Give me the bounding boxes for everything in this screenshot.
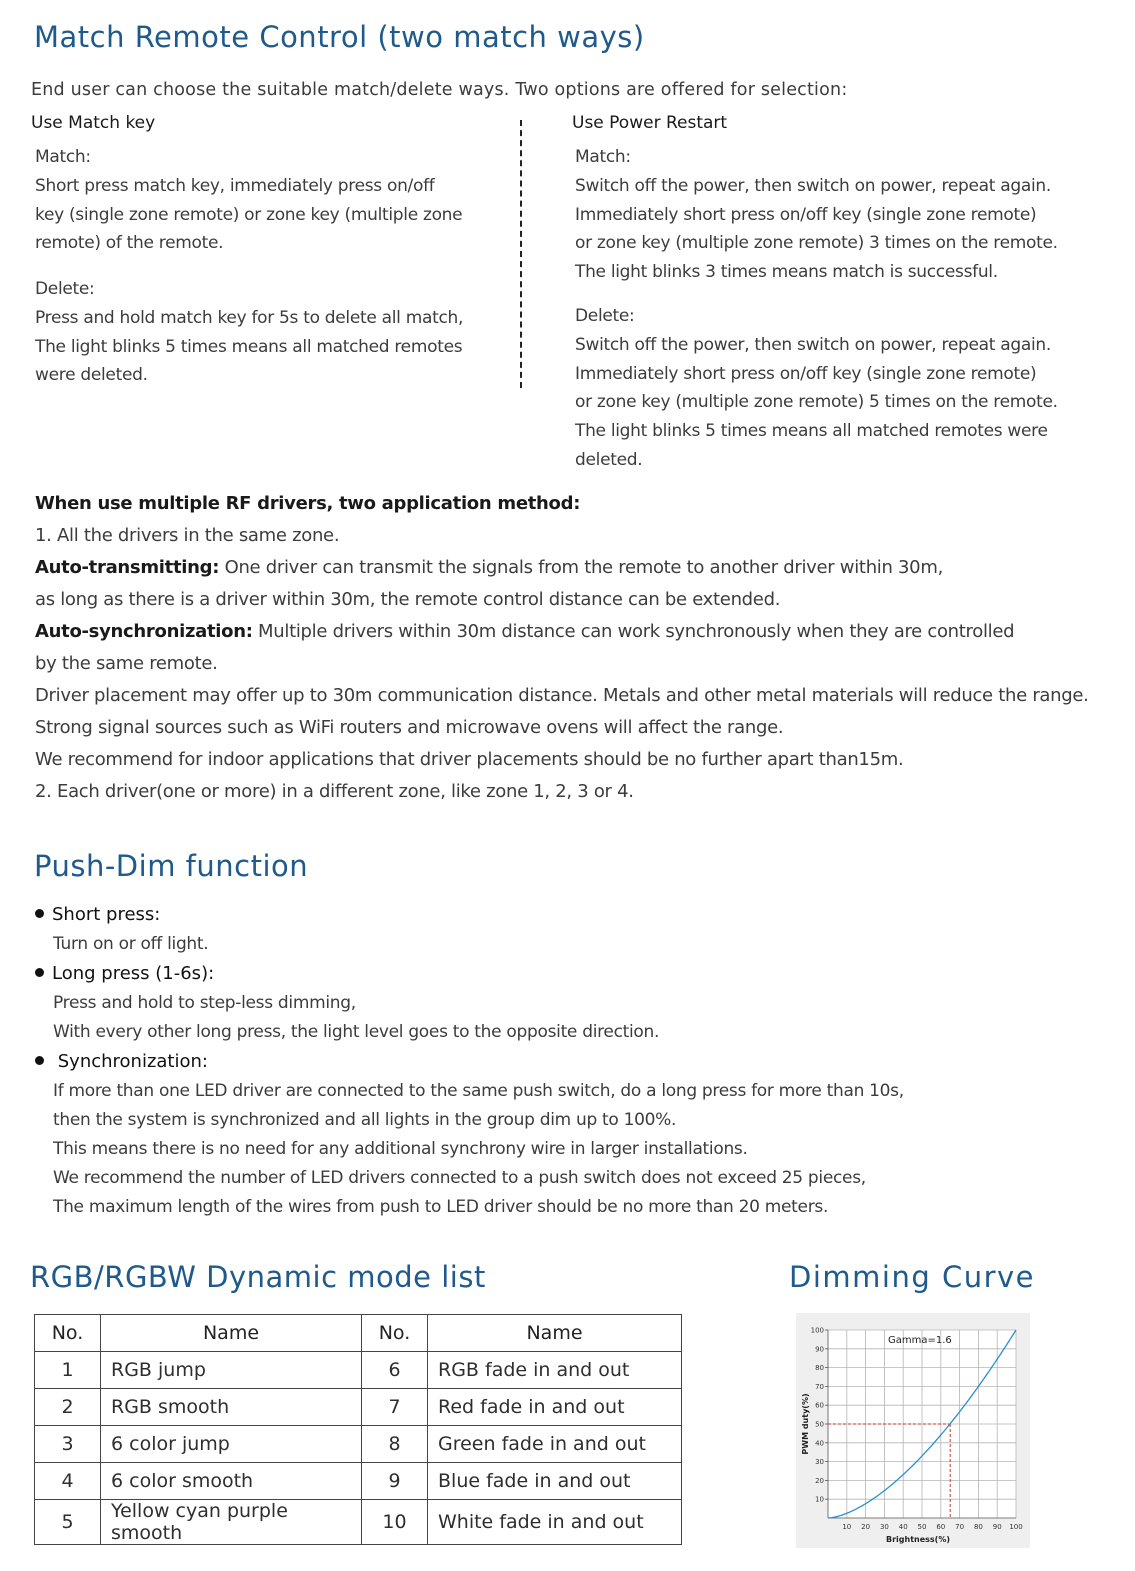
left-heading: Use Match key <box>31 113 156 133</box>
right-delete-line: or zone key (multiple zone remote) 5 times on the remote. <box>575 392 1058 413</box>
auto-sync-line <box>35 616 1089 648</box>
x-tick-label: 60 <box>936 1523 946 1531</box>
right-delete-label: Delete: <box>575 306 635 326</box>
table-row <box>35 1389 682 1426</box>
left-match-line: Short press match key, immediately press on/off <box>35 175 435 196</box>
bullet-icon <box>35 909 44 918</box>
left-match-line: remote) of the remote. <box>35 233 224 254</box>
column-divider <box>520 120 522 388</box>
mode-no: 9 <box>362 1463 428 1500</box>
mode-name: White fade in and out <box>428 1500 682 1545</box>
match-intro: End user can choose the suitable match/delete ways. Two options are offered for selection: <box>31 80 848 100</box>
pushdim-item-line: This means there is no need for any additional synchrony wire in larger installations. <box>53 1139 748 1159</box>
chart-title: Gamma=1.6 <box>888 1335 952 1346</box>
match-section-title: Match Remote Control (two match ways) <box>34 20 645 54</box>
x-tick-label: 20 <box>861 1523 871 1531</box>
y-tick-label: 70 <box>815 1382 824 1391</box>
x-tick-label: 50 <box>917 1523 927 1531</box>
pushdim-title: Push-Dim function <box>34 849 309 883</box>
y-tick-label: 20 <box>815 1476 824 1485</box>
right-delete-line: Immediately short press on/off key (single zone remote) <box>575 363 1037 384</box>
y-tick-label: 60 <box>815 1401 824 1410</box>
mode-name: RGB smooth <box>101 1389 362 1426</box>
right-delete-line: Switch off the power, then switch on power, repeat again. <box>575 334 1051 355</box>
auto-transmitting-line <box>35 552 1089 584</box>
x-axis-label: Brightness(%) <box>885 1535 951 1544</box>
pushdim-item-line: If more than one LED driver are connected to the same push switch, do a long press for more than 10s, <box>53 1081 904 1101</box>
right-match-block <box>575 143 1058 287</box>
mode-no: 3 <box>35 1426 101 1463</box>
pushdim-item-line: Turn on or off light. <box>53 934 209 954</box>
mode-no: 2 <box>35 1389 101 1426</box>
left-delete-line: The light blinks 5 times means all matched remotes <box>35 336 463 357</box>
left-match-label: Match: <box>35 147 91 167</box>
bullet-icon <box>35 1056 44 1065</box>
pushdim-item-line: The maximum length of the wires from push to LED driver should be no more than 20 meters. <box>53 1197 829 1217</box>
left-delete-line: Press and hold match key for 5s to delete all match, <box>35 307 464 328</box>
right-match-line: Switch off the power, then switch on power, repeat again. <box>575 175 1051 196</box>
mode-name: Blue fade in and out <box>428 1463 682 1500</box>
mode-no: 8 <box>362 1426 428 1463</box>
right-match-line: or zone key (multiple zone remote) 3 times on the remote. <box>575 233 1058 254</box>
rf-line: We recommend for indoor applications that driver placements should be no further apart than15m. <box>35 749 904 770</box>
right-delete-line: deleted. <box>575 449 643 470</box>
left-delete-line: were deleted. <box>35 365 148 386</box>
mode-no: 10 <box>362 1500 428 1545</box>
x-tick-label: 10 <box>842 1523 852 1531</box>
y-tick-label: 100 <box>810 1326 824 1335</box>
mode-name: Red fade in and out <box>428 1389 682 1426</box>
table-row <box>35 1426 682 1463</box>
right-heading: Use Power Restart <box>572 113 728 133</box>
right-delete-block <box>575 302 1058 475</box>
header-name: Name <box>428 1315 682 1352</box>
x-tick-label: 90 <box>992 1523 1002 1531</box>
table-row <box>35 1463 682 1500</box>
rf-heading: When use multiple RF drivers, two application method: <box>35 493 581 514</box>
left-match-line: key (single zone remote) or zone key (multiple zone <box>35 204 463 225</box>
pushdim-item-sync <box>35 1047 904 1077</box>
y-tick-label: 40 <box>815 1439 824 1448</box>
modes-header-row <box>35 1315 682 1352</box>
dimming-curve-chart <box>796 1313 1030 1548</box>
header-name: Name <box>101 1315 362 1352</box>
right-match-line: The light blinks 3 times means match is successful. <box>575 262 998 283</box>
rf-line: 2. Each driver(one or more) in a different zone, like zone 1, 2, 3 or 4. <box>35 781 634 802</box>
header-no: No. <box>362 1315 428 1352</box>
y-tick-label: 30 <box>815 1458 824 1467</box>
auto-sync-text: Multiple drivers within 30m distance can work synchronously when they are controlled <box>252 621 1015 642</box>
x-tick-label: 80 <box>973 1523 983 1531</box>
left-delete-block <box>35 275 463 390</box>
auto-transmitting-label: Auto-transmitting: <box>35 557 220 578</box>
rf-item-1: 1. All the drivers in the same zone. <box>35 525 340 546</box>
mode-name: RGB jump <box>101 1352 362 1389</box>
rf-section <box>35 488 1089 808</box>
y-tick-label: 50 <box>815 1420 824 1429</box>
left-delete-label: Delete: <box>35 279 95 299</box>
pushdim-item-line: We recommend the number of LED drivers connected to a push switch does not exceed 25 pieces, <box>53 1168 866 1188</box>
header-no: No. <box>35 1315 101 1352</box>
right-delete-line: The light blinks 5 times means all matched remotes were <box>575 421 1048 442</box>
left-match-block <box>35 143 462 258</box>
pushdim-item-line: then the system is synchronized and all lights in the group dim up to 100%. <box>53 1110 677 1130</box>
y-tick-label: 90 <box>815 1345 824 1354</box>
mode-name: Green fade in and out <box>428 1426 682 1463</box>
auto-sync-cont: by the same remote. <box>35 653 218 674</box>
mode-no: 6 <box>362 1352 428 1389</box>
mode-name: 6 color smooth <box>101 1463 362 1500</box>
y-tick-label: 80 <box>815 1364 824 1373</box>
pushdim-item-label: Short press: <box>52 904 161 925</box>
auto-sync-label: Auto-synchronization: <box>35 621 253 642</box>
modes-table <box>34 1314 682 1545</box>
pushdim-list <box>35 900 904 1222</box>
auto-transmitting-cont: as long as there is a driver within 30m, the remote control distance can be extended. <box>35 589 781 610</box>
bullet-icon <box>35 968 44 977</box>
mode-no: 5 <box>35 1500 101 1545</box>
right-match-label: Match: <box>575 147 631 167</box>
mode-no: 4 <box>35 1463 101 1500</box>
pushdim-item-long <box>35 959 904 989</box>
pushdim-item-short <box>35 900 904 930</box>
rf-line: Strong signal sources such as WiFi routers and microwave ovens will affect the range. <box>35 717 784 738</box>
right-match-line: Immediately short press on/off key (single zone remote) <box>575 204 1037 225</box>
pushdim-item-line: Press and hold to step-less dimming, <box>53 993 356 1013</box>
mode-name: Yellow cyan purple smooth <box>101 1500 362 1545</box>
table-row <box>35 1352 682 1389</box>
auto-transmitting-text: One driver can transmit the signals from the remote to another driver within 30m, <box>219 557 943 578</box>
rf-line: Driver placement may offer up to 30m communication distance. Metals and other metal materials will reduce the range. <box>35 685 1089 706</box>
mode-name: RGB fade in and out <box>428 1352 682 1389</box>
y-axis-label: PWM duty(%) <box>801 1393 810 1455</box>
x-tick-label: 70 <box>955 1523 965 1531</box>
mode-no: 1 <box>35 1352 101 1389</box>
modes-title: RGB/RGBW Dynamic mode list <box>30 1260 486 1294</box>
mode-name: 6 color jump <box>101 1426 362 1463</box>
table-row <box>35 1500 682 1545</box>
pushdim-item-label: Long press (1-6s): <box>52 963 215 984</box>
pushdim-item-line: With every other long press, the light level goes to the opposite direction. <box>53 1022 660 1042</box>
mode-no: 7 <box>362 1389 428 1426</box>
curve-title: Dimming Curve <box>789 1260 1036 1294</box>
x-tick-label: 30 <box>879 1523 889 1531</box>
x-tick-label: 100 <box>1009 1523 1023 1531</box>
y-tick-label: 10 <box>815 1495 824 1504</box>
x-tick-label: 40 <box>898 1523 908 1531</box>
pushdim-item-label: Synchronization: <box>57 1051 208 1072</box>
